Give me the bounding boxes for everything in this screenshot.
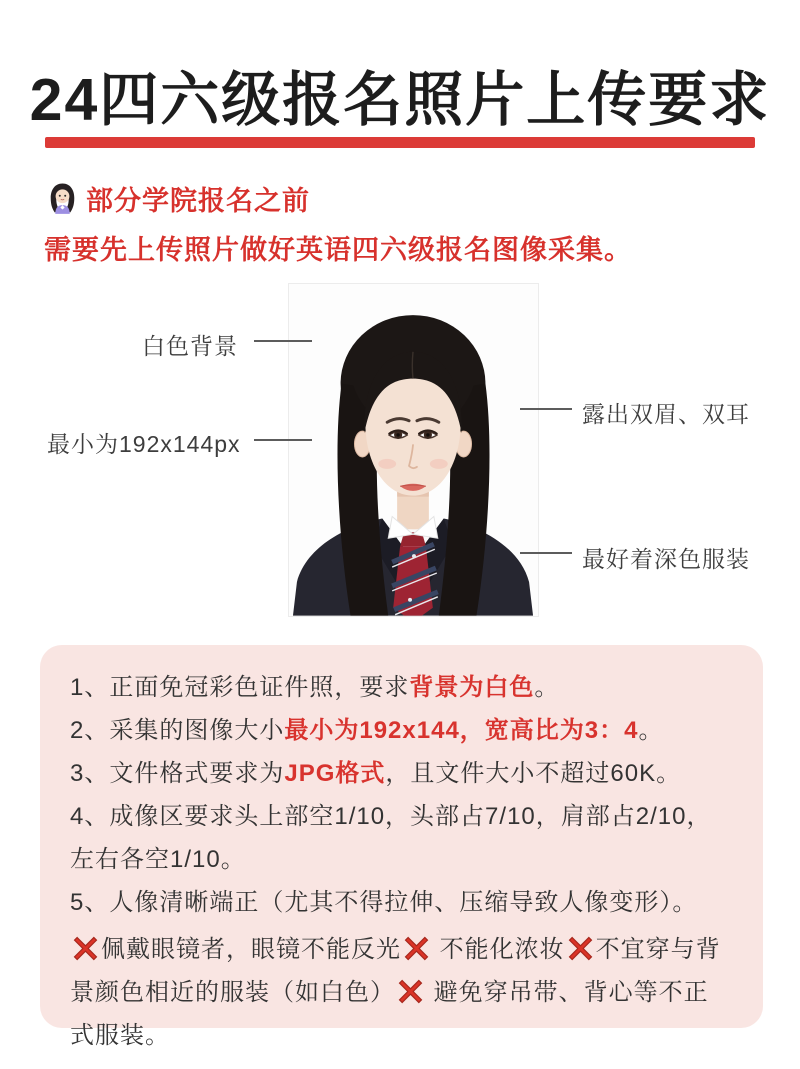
req2-suffix: 。: [638, 717, 664, 744]
req3-suffix: ，且文件大小不超过60K。: [385, 760, 682, 787]
intro-line2: 需要先上传照片做好英语四六级报名图像采集。: [44, 235, 632, 265]
callout-dark-clothes: 最好着深色服装: [582, 546, 750, 572]
callout-line-dark-clothes: [520, 552, 572, 554]
cross-mark-icon: [397, 978, 424, 1005]
cross-mark-icon: [72, 935, 99, 962]
requirements-panel: [40, 645, 763, 1049]
req3-text: 3、文件格式要求为: [70, 760, 285, 787]
id-photo: [288, 283, 539, 617]
cross-mark-icon: [403, 935, 430, 962]
woman-emoji-icon: [48, 182, 77, 215]
callout-line-min-size: [254, 439, 312, 441]
cross-mark-icon: [567, 935, 594, 962]
note-1-text: 佩戴眼镜者，眼镜不能反光: [101, 936, 401, 963]
note-3-text: 不宜穿与背景颜色相近的服装（如白色）: [70, 936, 721, 1006]
callout-white-background: 白色背景: [142, 333, 238, 359]
req1-text: 1、正面免冠彩色证件照，要求: [70, 674, 410, 701]
callout-line-white-background: [254, 340, 312, 342]
req1-suffix: 。: [534, 674, 560, 701]
requirement-item-2: [70, 709, 733, 752]
intro-line1-text: 部分学院报名之前: [86, 186, 310, 216]
page-title: 24四六级报名照片上传要求: [29, 67, 771, 133]
id-photo-illustration: [289, 284, 538, 616]
callout-min-size: 最小为192x144px: [47, 431, 241, 457]
requirement-item-4: [70, 795, 733, 881]
callout-line-brows-ears: [520, 408, 572, 410]
req1-highlight: 背景为白色: [409, 674, 535, 701]
callout-brows-ears: 露出双眉、双耳: [582, 401, 750, 427]
intro-line1: [48, 179, 310, 218]
title-underline-bar: [45, 137, 755, 148]
req4-text: 4、成像区要求头上部空1/10，头部占7/10，肩部占2/10，左右各空1/10。: [70, 803, 712, 873]
requirement-item-3: [70, 752, 733, 795]
requirement-item-1: [70, 666, 733, 709]
req2-highlight: 最小为192x144，宽高比为3：4: [284, 717, 639, 744]
requirement-notes: [70, 928, 733, 1057]
req3-highlight: JPG格式: [284, 760, 386, 787]
note-4-text: 避免穿吊带、背心等不正式服装。: [70, 979, 709, 1049]
note-2-text: 不能化浓妆: [432, 936, 565, 963]
req2-text: 2、采集的图像大小: [70, 717, 285, 744]
req5-text: 5、人像清晰端正（尤其不得拉伸、压缩导致人像变形）。: [70, 889, 698, 916]
requirement-item-5: [70, 881, 733, 924]
